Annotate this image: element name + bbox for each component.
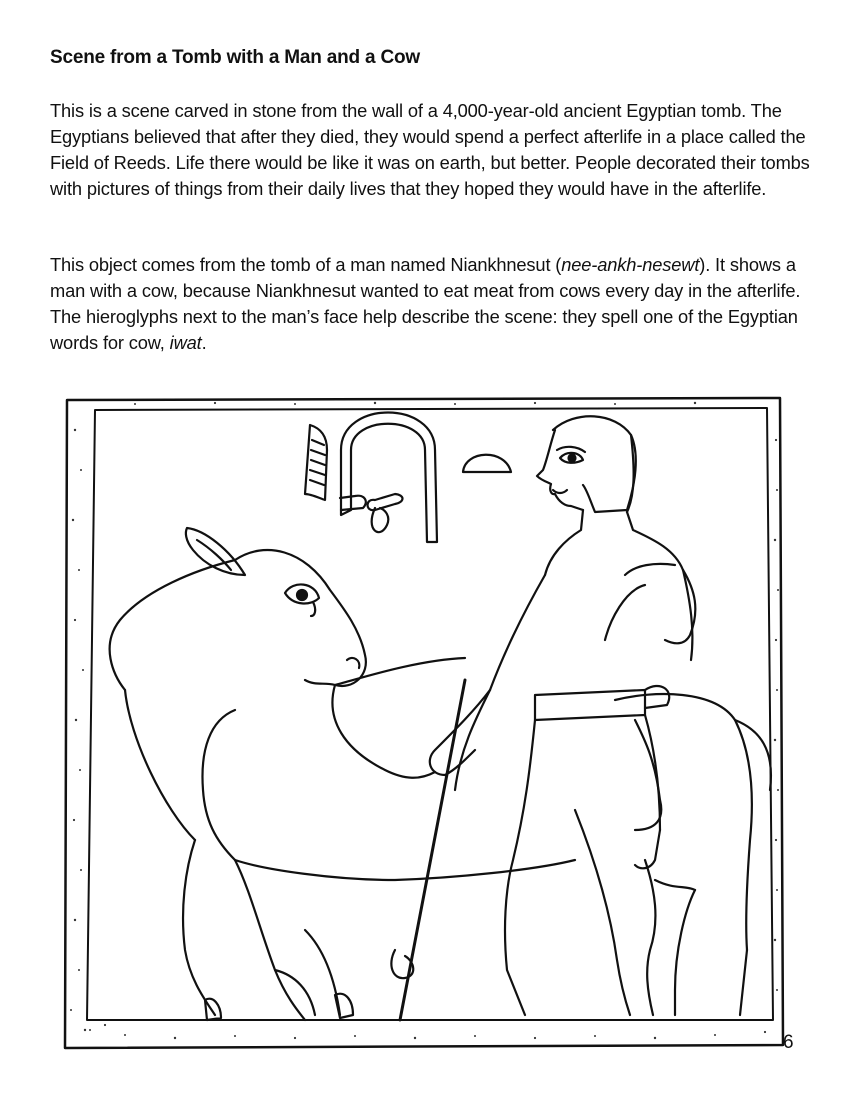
- stone-slab: [65, 398, 783, 1048]
- tomb-relief-illustration: [35, 390, 805, 1060]
- object-paragraph-text-3: .: [201, 332, 207, 353]
- page-number: 6: [783, 1032, 794, 1053]
- object-paragraph-text-1: This object comes from the tomb of a man named Niankhnesut (: [50, 254, 562, 275]
- egyptian-word-text: iwat: [169, 332, 202, 353]
- object-paragraph: [50, 252, 810, 356]
- object-paragraph-text-2: ). It shows a man with a cow, because Niankhnesut wanted to eat meat from cows every day in the afterlife. The hieroglyphs next to the man’s face help describe the scene: they spell one of the Egyptian words for cow,: [50, 254, 801, 353]
- intro-paragraph: This is a scene carved in stone from the wall of a 4,000-year-old ancient Egyptian tomb. The Egyptians believed that after they died, they would spend a perfect afterlife in a place called the Field of Reeds. Life there would be like it was on earth, but better. People decorated their tombs with pictures of things from their daily lives that they hoped they would have in the afterlife.: [50, 100, 810, 199]
- hieroglyphs: [305, 413, 511, 543]
- page-title: Scene from a Tomb with a Man and a Cow: [50, 47, 420, 68]
- pronunciation-text: nee-ankh-nesewt: [561, 254, 700, 275]
